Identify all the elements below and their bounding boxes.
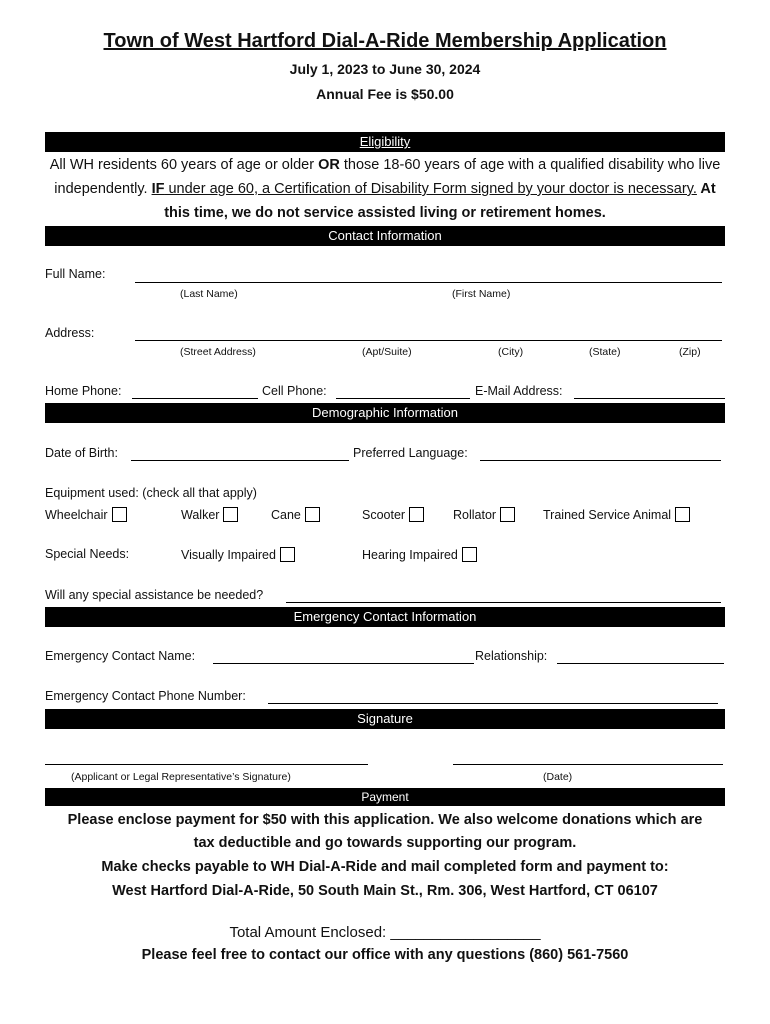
cell-phone-label: Cell Phone: <box>262 384 327 398</box>
eligibility-heading: Eligibility <box>45 132 725 152</box>
wheelchair-option[interactable]: Wheelchair <box>45 507 127 522</box>
email-field[interactable] <box>574 398 725 399</box>
signature-heading: Signature <box>45 709 725 729</box>
full-name-label: Full Name: <box>45 267 106 281</box>
cane-checkbox[interactable] <box>305 507 320 522</box>
full-name-field[interactable] <box>135 282 722 283</box>
payment-line-4: West Hartford Dial-A-Ride, 50 South Main St., Rm. 306, West Hartford, CT 06107 <box>112 883 658 899</box>
contact-note: Please feel free to contact our office with any questions (860) 561-7560 <box>141 947 629 963</box>
payment-line-1: Please enclose payment for $50 with this application. We also welcome donations which are <box>67 812 703 828</box>
visually-impaired-checkbox[interactable] <box>280 547 295 562</box>
first-name-caption: (First Name) <box>452 288 511 300</box>
emergency-phone-label: Emergency Contact Phone Number: <box>45 689 246 703</box>
date-caption: (Date) <box>543 771 573 783</box>
relationship-field[interactable] <box>557 663 724 664</box>
emergency-name-field[interactable] <box>213 663 474 664</box>
payment-line-2: tax deductible and go towards supporting our program. <box>193 835 577 851</box>
language-field[interactable] <box>480 460 721 461</box>
address-label: Address: <box>45 326 95 340</box>
form-dates: July 1, 2023 to June 30, 2024 <box>289 61 481 77</box>
dob-field[interactable] <box>131 460 349 461</box>
total-enclosed: Total Amount Enclosed: __________________ <box>229 924 541 941</box>
hearing-impaired-option[interactable]: Hearing Impaired <box>362 547 477 562</box>
email-label: E-Mail Address: <box>475 384 563 398</box>
assistance-field[interactable] <box>286 602 721 603</box>
emergency-phone-field[interactable] <box>268 703 718 704</box>
state-caption: (State) <box>589 346 621 358</box>
language-label: Preferred Language: <box>353 446 468 460</box>
service-animal-checkbox[interactable] <box>675 507 690 522</box>
cane-option[interactable]: Cane <box>271 507 320 522</box>
last-name-caption: (Last Name) <box>180 288 238 300</box>
signature-field[interactable] <box>45 764 368 765</box>
apt-caption: (Apt/Suite) <box>362 346 412 358</box>
demographic-heading: Demographic Information <box>45 403 725 423</box>
rollator-option[interactable]: Rollator <box>453 507 515 522</box>
rollator-checkbox[interactable] <box>500 507 515 522</box>
emergency-name-label: Emergency Contact Name: <box>45 649 196 663</box>
form-title: Town of West Hartford Dial-A-Ride Membership Application <box>103 30 667 52</box>
scooter-option[interactable]: Scooter <box>362 507 424 522</box>
cell-phone-field[interactable] <box>336 398 470 399</box>
wheelchair-checkbox[interactable] <box>112 507 127 522</box>
hearing-impaired-checkbox[interactable] <box>462 547 477 562</box>
walker-checkbox[interactable] <box>223 507 238 522</box>
annual-fee: Annual Fee is $50.00 <box>316 86 454 102</box>
relationship-label: Relationship: <box>475 649 548 663</box>
home-phone-field[interactable] <box>132 398 258 399</box>
address-field[interactable] <box>135 340 722 341</box>
contact-heading: Contact Information <box>45 226 725 246</box>
eligibility-text: All WH residents 60 years of age or older OR those 18-60 years of age with a qualified disability who live independently. IF under age 60, a Certification of Disability Form signed by your doctor is necessary. At this time, we do not service assisted living or retirement homes. <box>49 157 721 221</box>
walker-option[interactable]: Walker <box>181 507 238 522</box>
zip-caption: (Zip) <box>679 346 701 358</box>
special-needs-label: Special Needs: <box>45 547 130 561</box>
scooter-checkbox[interactable] <box>409 507 424 522</box>
street-caption: (Street Address) <box>180 346 256 358</box>
city-caption: (City) <box>498 346 524 358</box>
payment-heading: Payment <box>45 788 725 806</box>
service-animal-option[interactable]: Trained Service Animal <box>543 507 690 522</box>
equipment-label: Equipment used: (check all that apply) <box>45 486 257 500</box>
dob-label: Date of Birth: <box>45 446 118 460</box>
signature-caption: (Applicant or Legal Representative’s Signature) <box>71 771 291 783</box>
home-phone-label: Home Phone: <box>45 384 122 398</box>
visually-impaired-option[interactable]: Visually Impaired <box>181 547 295 562</box>
payment-line-3: Make checks payable to WH Dial-A-Ride and mail completed form and payment to: <box>101 859 669 875</box>
emergency-heading: Emergency Contact Information <box>45 607 725 627</box>
date-field[interactable] <box>453 764 723 765</box>
assistance-label: Will any special assistance be needed? <box>45 588 264 602</box>
